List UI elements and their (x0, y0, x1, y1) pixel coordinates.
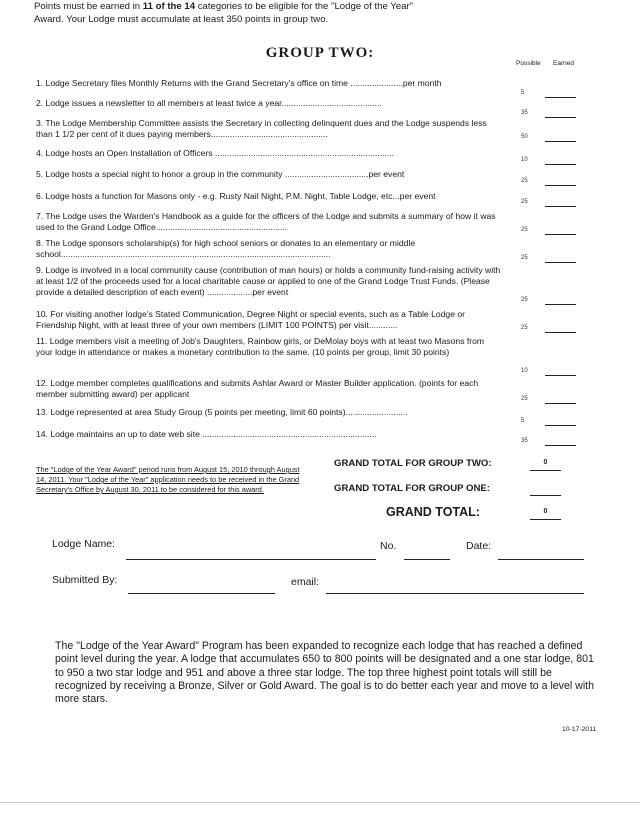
earned-field-3[interactable] (545, 141, 576, 142)
award-period-note: The "Lodge of the Year Award" period runs from August 15, 2010 through August 14, 2011. Your "Lodge of the Year" application needs to be received in the Grand Secretary's Office by August 30, 2011 to be considered for this award. (36, 465, 300, 494)
possible-13: 5 (521, 418, 525, 424)
lodge-number-field[interactable] (404, 559, 450, 560)
item-11: 11. Lodge members visit a meeting of Job's Daughters, Rainbow girls, or DeMolay boys with at least two Masons from your lodge in attendance or makes a monetary contribution to the same. (10 points per group, limit 30 points) (36, 336, 485, 357)
possible-11: 10 (521, 368, 528, 374)
intro-text (34, 0, 574, 26)
column-earned: Earned (553, 60, 574, 67)
earned-field-2[interactable] (545, 117, 576, 118)
item-1: 1. Lodge Secretary files Monthly Returns with the Grand Secretary's office on time ......................per month (36, 78, 442, 88)
earned-field-8[interactable] (545, 262, 576, 263)
earned-field-13[interactable] (545, 425, 576, 426)
possible-14: 35 (521, 438, 528, 444)
earned-field-11[interactable] (545, 375, 576, 376)
page-divider (0, 802, 640, 803)
lodge-name-label: Lodge Name: (52, 538, 116, 550)
date-label: Date: (466, 540, 492, 552)
possible-4: 10 (521, 157, 528, 163)
possible-5: 25 (521, 178, 528, 184)
item-2: 2. Lodge issues a newsletter to all members at least twice a year.......................................... (36, 98, 382, 108)
possible-6: 25 (521, 199, 528, 205)
item-7: 7. The Lodge uses the Warden's Handbook as a guide for the officers of the Lodge and submits a summary of how it was used to the Grand Lodge Office....................................................... (36, 211, 496, 232)
item-10: 10. For visiting another lodge's Stated Communication, Degree Night or special events, such as a Table Lodge or Friendship Night, with at least three of your own members (LIMIT 100 POINTS) per visit............ (36, 309, 466, 330)
program-description: The "Lodge of the Year Award" Program has been expanded to recognize each lodge that has reached a defined point level during the year. A lodge that accumulates 650 to 800 points will be designated and a one star lodge, 801 to 950 a two star lodge and 951 and above a three star lodge. The top three highest point totals will still be recognized by receiving a Bronze, Silver or Gold Award. The goal is to do better each year and move to a level with more stars. (55, 640, 595, 706)
item-14: 14. Lodge maintains an up to date web site ......................................................................... (36, 429, 377, 439)
date-field[interactable] (498, 559, 584, 560)
grand-total-field[interactable] (530, 519, 561, 520)
possible-3: 50 (521, 134, 528, 140)
email-field[interactable] (326, 593, 584, 594)
intro-line-1: Points must be earned in 11 of the 14 categories to be eligible for the "Lodge of the Year" (34, 1, 414, 12)
possible-9: 25 (521, 297, 528, 303)
possible-7: 25 (521, 227, 528, 233)
possible-2: 35 (521, 110, 528, 116)
earned-field-7[interactable] (545, 234, 576, 235)
possible-10: 25 (521, 325, 528, 331)
item-9: 9. Lodge is involved in a local community cause (contribution of man hours) or holds a community fund-raising activity with at least 1/2 of the proceeds used for a local charitable cause or applied to one of the Grand Lodge Trust Funds. (Please provide a detailed description of each event) ...................per event (36, 265, 501, 297)
revision-date: 10-17-2011 (562, 726, 597, 733)
email-label: email: (291, 576, 320, 588)
grand-total-value: 0 (543, 508, 548, 515)
earned-field-10[interactable] (545, 332, 576, 333)
group-title: GROUP TWO: (265, 45, 375, 61)
earned-field-9[interactable] (545, 304, 576, 305)
item-5: 5. Lodge hosts a special night to honor a group in the community ...................................per event (36, 169, 405, 179)
item-6: 6. Lodge hosts a function for Masons only - e.g. Rusty Nail Night, P.M. Night, Table Lodge, etc...per event (36, 191, 436, 201)
group-two-total-field[interactable] (530, 470, 561, 471)
group-two-total-label: GRAND TOTAL FOR GROUP TWO: (334, 458, 492, 469)
submitted-by-label: Submitted By: (52, 574, 118, 586)
item-3: 3. The Lodge Membership Committee assists the Secretary in collecting delinquent dues and the Lodge suspends less than 1 1/2 per cent of it dues paying members................................................. (36, 118, 487, 139)
earned-field-12[interactable] (545, 403, 576, 404)
group-one-total-label: GRAND TOTAL FOR GROUP ONE: (334, 483, 490, 494)
possible-1: 5 (521, 90, 525, 96)
item-4: 4. Lodge hosts an Open Installation of Officers ........................................................................... (36, 148, 395, 158)
grand-total-label: GRAND TOTAL: (386, 505, 480, 519)
earned-field-4[interactable] (545, 164, 576, 165)
item-13: 13. Lodge represented at area Study Group (5 points per meeting, limit 60 points).......................... (36, 407, 408, 417)
group-two-total-value: 0 (543, 459, 548, 466)
possible-12: 25 (521, 396, 528, 402)
item-8: 8. The Lodge sponsors scholarship(s) for high school seniors or donates to an elementary or middle school................................................................................................................. (36, 238, 416, 259)
lodge-name-field[interactable] (126, 559, 376, 560)
earned-field-5[interactable] (545, 185, 576, 186)
lodge-number-label: No. (380, 540, 397, 552)
group-one-total-field[interactable] (530, 495, 561, 496)
intro-line-2: Award. Your Lodge must accumulate at least 350 points in group two. (34, 14, 329, 25)
column-possible: Possible (516, 60, 541, 67)
item-12: 12. Lodge member completes qualifications and submits Ashlar Award or Master Builder application. (points for each member submitting award) per applicant (36, 378, 479, 399)
earned-field-1[interactable] (545, 97, 576, 98)
possible-8: 25 (521, 255, 528, 261)
earned-field-14[interactable] (545, 445, 576, 446)
earned-field-6[interactable] (545, 206, 576, 207)
submitted-by-field[interactable] (128, 593, 275, 594)
